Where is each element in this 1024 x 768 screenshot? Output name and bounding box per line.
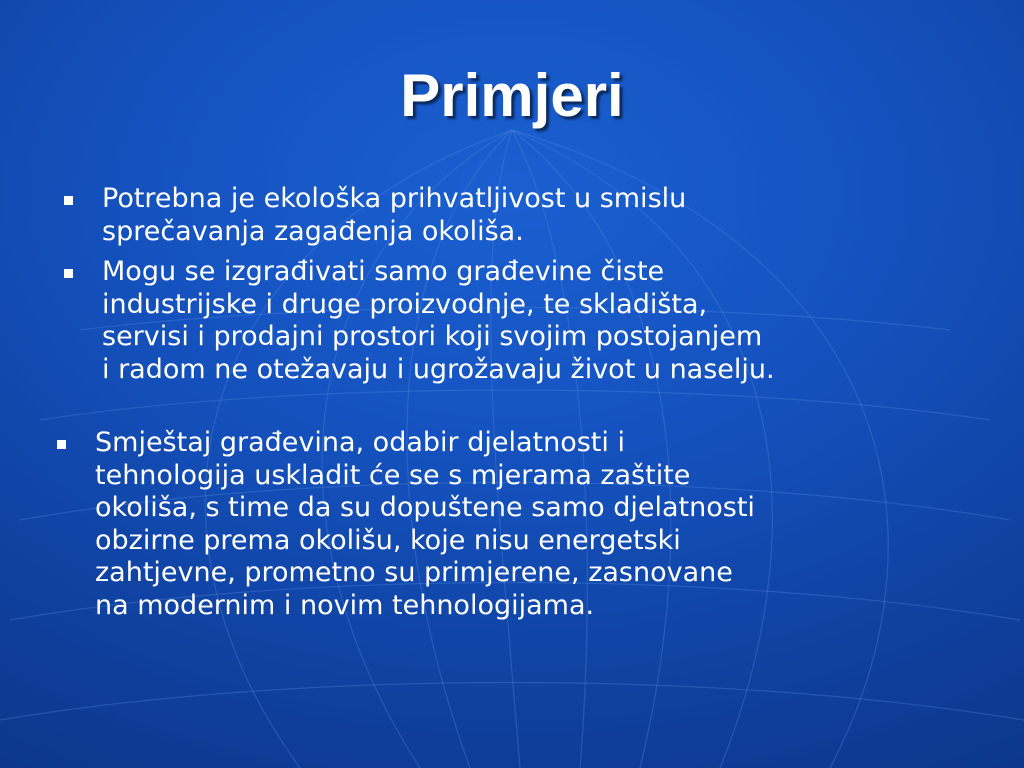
bullet-list-top: [62, 183, 982, 394]
bullet-line: obzirne prema okolišu, koje nisu energetski: [95, 524, 681, 556]
bullet-item: [62, 256, 982, 386]
bullet-line: sprečavanja zagađenja okoliša.: [102, 215, 524, 247]
bullet-item: [62, 183, 982, 248]
slide-title: Primjeri: [400, 62, 624, 129]
bullet-line: i radom ne otežavaju i ugrožavaju život u naselju.: [102, 353, 775, 385]
square-bullet-icon: [64, 269, 73, 278]
bullet-line: industrijske i druge proizvodnje, te skladišta,: [102, 288, 708, 320]
bullet-line: zahtjevne, prometno su primjerene, zasnovane: [95, 557, 733, 588]
square-bullet-icon: [57, 440, 66, 449]
bullet-list-bottom: [55, 427, 975, 630]
bullet-line: Potrebna je ekološka prihvatljivost u smislu: [102, 183, 687, 214]
bullet-item: [55, 427, 975, 622]
bullet-line: servisi i prodajni prostori koji svojim postojanjem: [102, 321, 763, 352]
bullet-line: tehnologija uskladit će se s mjerama zaštite: [95, 459, 691, 491]
square-bullet-icon: [64, 196, 73, 205]
bullet-line: Smještaj građevina, odabir djelatnosti i: [95, 427, 625, 458]
bullet-line: Mogu se izgrađivati samo građevine čiste: [102, 256, 665, 287]
bullet-line: na modernim i novim tehnologijama.: [95, 589, 595, 621]
bullet-line: okoliša, s time da su dopuštene samo djelatnosti: [95, 492, 755, 523]
